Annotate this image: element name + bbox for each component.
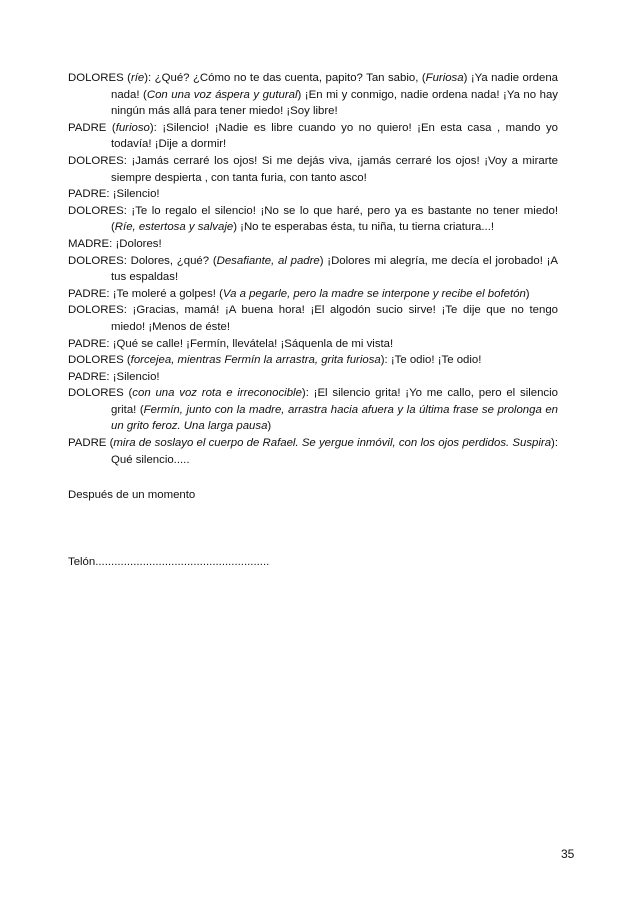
dialogue-line bbox=[68, 336, 558, 353]
stage-direction-text: Desafiante, al padre bbox=[216, 254, 320, 267]
page-number: 35 bbox=[561, 847, 575, 861]
speech-text: PADRE ( bbox=[68, 121, 116, 134]
speech-text: DOLORES: ¡Jamás cerraré los ojos! Si me dejás viva, ¡jamás cerraré los ojos! ¡Voy a mirarte siempre despierta , con tanta furia, con tanto asco! bbox=[68, 154, 558, 184]
speech-text: PADRE: ¡Silencio! bbox=[68, 188, 160, 201]
speech-text: PADRE: ¡Te moleré a golpes! ( bbox=[68, 287, 223, 300]
dialogue-line bbox=[68, 70, 558, 120]
speech-text: ): ¡El silencio grita! ¡Yo me callo, pero el silencio grita! ( bbox=[111, 387, 558, 416]
dialogue-line bbox=[68, 203, 558, 236]
stage-direction-text: ríe bbox=[130, 72, 145, 84]
dialogue-line bbox=[68, 120, 558, 153]
stage-direction-text: con una voz rota e irreconocible bbox=[132, 387, 302, 400]
stage-direction-text: forcejea, mientras Fermín la arrastra, grita furiosa bbox=[130, 354, 381, 367]
speech-text: DOLORES: ¡Te lo regalo el silencio! ¡No se lo que haré, pero ya es bastante no tener miedo! ( bbox=[68, 204, 558, 234]
speech-text: PADRE: ¡Silencio! bbox=[68, 370, 160, 383]
speech-text: PADRE ( bbox=[68, 437, 114, 450]
dialogue-line bbox=[68, 435, 558, 468]
stage-direction-after: Después de un momento bbox=[68, 489, 196, 501]
dialogue-line bbox=[68, 385, 558, 435]
speech-text: DOLORES: ¡Gracias, mamá! ¡A buena hora! ¡El algodón sucio sirve! ¡Te dije que no tengo miedo! ¡Menos de éste! bbox=[68, 304, 558, 333]
speech-text: ) ¡Ya nadie ordena nada! ( bbox=[111, 72, 558, 101]
speech-text: ): Qué silencio..... bbox=[111, 437, 559, 466]
speech-text: ) ¡En mi y conmigo, nadie ordena nada! ¡Ya no hay ningún más allá para tener miedo! ¡Soy libre! bbox=[111, 88, 559, 118]
dialogue-block bbox=[68, 70, 558, 468]
speech-text: ): ¿Qué? ¿Cómo no te das cuenta, papito? Tan sabio, ( bbox=[144, 72, 426, 84]
speech-text: PADRE: ¡Qué se calle! ¡Fermín, llevátela! ¡Sáquenla de mi vista! bbox=[68, 337, 394, 350]
speech-text: ) bbox=[267, 420, 272, 433]
stage-direction-text: Va a pegarle, pero la madre se interpone y recibe el bofetón bbox=[222, 287, 526, 300]
stage-direction-text: mira de soslayo el cuerpo de Rafael. Se yergue inmóvil, con los ojos perdidos. Suspira bbox=[113, 437, 552, 450]
dialogue-line bbox=[68, 186, 558, 203]
stage-direction-text: Fermín, junto con la madre, arrastra hacia afuera y la última frase se prolonga en un grito feroz. Una larga pausa bbox=[111, 403, 558, 433]
dialogue-line bbox=[68, 286, 558, 303]
curtain-line: Telón....................................................... bbox=[68, 556, 270, 568]
speech-text: DOLORES ( bbox=[68, 354, 131, 367]
speech-text: ) bbox=[525, 287, 530, 300]
dialogue-line bbox=[68, 302, 558, 335]
dialogue-line bbox=[68, 153, 558, 186]
stage-direction-text: Con una voz áspera y gutural bbox=[146, 88, 298, 101]
speech-text: DOLORES: Dolores, ¿qué? ( bbox=[68, 254, 217, 267]
speech-text: ) ¡No te esperabas ésta, tu niña, tu tierna criatura...! bbox=[233, 221, 495, 234]
stage-direction-text: Furiosa bbox=[425, 72, 464, 84]
dialogue-line bbox=[68, 352, 558, 369]
speech-text: ): ¡Te odio! ¡Te odio! bbox=[380, 354, 482, 367]
speech-text: ) ¡Dolores mi alegría, me decía el jorobado! ¡A tus espaldas! bbox=[111, 254, 559, 284]
speech-text: ): ¡Silencio! ¡Nadie es libre cuando yo no quiero! ¡En esta casa , mando yo todavía! ¡Dije a dormir! bbox=[111, 121, 558, 151]
stage-direction-text: Ríe, estertosa y salvaje bbox=[114, 221, 234, 234]
dialogue-line bbox=[68, 369, 558, 386]
speech-text: DOLORES ( bbox=[68, 387, 133, 400]
speech-text: DOLORES ( bbox=[68, 72, 131, 84]
stage-direction-text: furioso bbox=[115, 121, 150, 134]
dialogue-line bbox=[68, 253, 558, 286]
dialogue-line bbox=[68, 236, 558, 253]
speech-text: MADRE: ¡Dolores! bbox=[68, 237, 162, 250]
